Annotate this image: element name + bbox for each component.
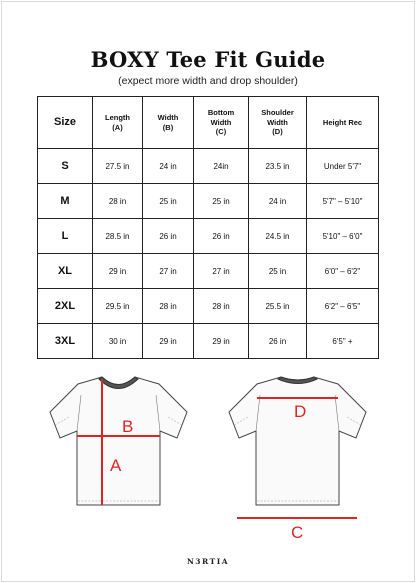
measurement-cell: 27 in (194, 254, 249, 289)
label-b: B (122, 417, 134, 436)
measurement-cell: 6'0" – 6'2" (307, 254, 379, 289)
measurement-cell: 25.5 in (249, 289, 307, 324)
brand-logo: N3RTIA (186, 557, 230, 566)
measurement-cell: 24in (194, 149, 249, 184)
table-row (38, 289, 379, 324)
measurement-cell: 29 in (194, 324, 249, 359)
size-label-cell: M (38, 184, 93, 219)
measurement-cell: 28 in (194, 289, 249, 324)
measurement-cell: 29 in (93, 254, 143, 289)
measurement-cell: 27.5 in (93, 149, 143, 184)
measurement-cell: 27 in (143, 254, 194, 289)
measurement-cell: 25 in (143, 184, 194, 219)
table-row (38, 324, 379, 359)
table-row (38, 149, 379, 184)
tee-front-illustration (50, 377, 187, 505)
tee-back-illustration (229, 377, 366, 505)
measurement-cell: 30 in (93, 324, 143, 359)
column-header-height-rec: Height Rec (307, 97, 379, 149)
size-label-cell: 3XL (38, 324, 93, 359)
label-a: A (110, 456, 122, 475)
table-row (38, 254, 379, 289)
measurement-cell: 28.5 in (93, 219, 143, 254)
measurement-cell: 25 in (194, 184, 249, 219)
table-row (38, 219, 379, 254)
measurement-cell: 25 in (249, 254, 307, 289)
column-header-bottom-width: Bottom Width (C) (194, 97, 249, 149)
measurement-cell: 26 in (249, 324, 307, 359)
size-label-cell: 2XL (38, 289, 93, 324)
page-title: BOXY Tee Fit Guide (90, 47, 326, 72)
measurement-cell: 24 in (143, 149, 194, 184)
measurement-cell: Under 5'7" (307, 149, 379, 184)
measurement-cell: 26 in (194, 219, 249, 254)
measurement-cell: 23.5 in (249, 149, 307, 184)
size-label-cell: S (38, 149, 93, 184)
size-chart-table (37, 96, 379, 359)
measurement-cell: 29.5 in (93, 289, 143, 324)
measurement-cell: 5'7" – 5'10" (307, 184, 379, 219)
column-header-width: Width (B) (143, 97, 194, 149)
measurement-cell: 24 in (249, 184, 307, 219)
table-body (38, 149, 379, 359)
measurement-cell: 29 in (143, 324, 194, 359)
column-header-size: Size (38, 97, 93, 149)
table-header-row (38, 97, 379, 149)
measurement-cell: 28 in (93, 184, 143, 219)
table-row (38, 184, 379, 219)
size-label-cell: XL (38, 254, 93, 289)
size-label-cell: L (38, 219, 93, 254)
measurement-cell: 26 in (143, 219, 194, 254)
label-d: D (294, 402, 307, 421)
tee-measurement-diagram (0, 370, 416, 550)
measurement-cell: 24.5 in (249, 219, 307, 254)
label-c: C (291, 523, 304, 542)
column-header-length: Length (A) (93, 97, 143, 149)
measurement-cell: 6'2" – 6'5" (307, 289, 379, 324)
measurement-cell: 28 in (143, 289, 194, 324)
page-subtitle: (expect more width and drop shoulder) (118, 75, 298, 87)
measurement-cell: 5'10" – 6'0" (307, 219, 379, 254)
column-header-shoulder-width: Shoulder Width (D) (249, 97, 307, 149)
measurement-cell: 6'5" + (307, 324, 379, 359)
